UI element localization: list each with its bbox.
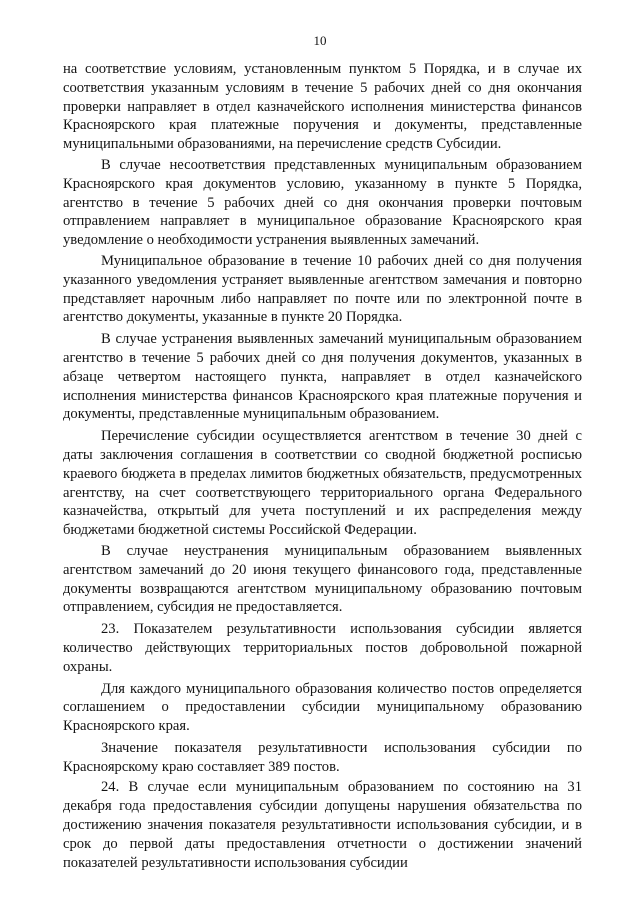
paragraph-item-23: 23. Показателем результативности использования субсидии является количество действующих территориальных постов добровольной пожарной охраны. (63, 621, 582, 675)
paragraph-continuation: на соответствие условиям, установленным пунктом 5 Порядка, и в случае их соответствия указанным условиям в течение 5 рабочих дней со дня окончания проверки направляет в отдел казначейского исполнения министерства финансов Красноярского края платежные поручения и документы, представленные муниципальными образованиями, на перечисление средств Субсидии. (63, 61, 582, 153)
paragraph-indicator-value: Значение показателя результативности использования субсидии по Красноярскому краю составляет 389 постов. (63, 739, 582, 775)
paragraph-resubmission: В случае устранения выявленных замечаний муниципальным образованием агентство в течение 5 рабочих дней со дня получения документов, указанных в абзаце четвертом настоящего пункта, направляет в отдел казначейского исполнения министерства финансов Красноярского края платежные поручения и документы, представленные муниципальным образованием. (63, 331, 582, 423)
document-body (63, 60, 582, 872)
paragraph-nonconformity: В случае несоответствия представленных муниципальным образованием Красноярского края документов условию, указанному в пункте 5 Порядка, агентство в течение 5 рабочих дней со дня окончания проверки почтовым отправлением направляет в муниципальное образование Красноярского края уведомление о необходимости устранения выявленных замечаний. (63, 156, 582, 249)
paragraph-non-remediation: В случае неустранения муниципальным образованием выявленных агентством замечаний до 20 июня текущего финансового года, представленные документы возвращаются агентством муниципальному образованию почтовым отправлением, субсидия не предоставляется. (63, 542, 582, 616)
paragraph-posts-count: Для каждого муниципального образования количество постов определяется соглашением о предоставлении субсидии муниципальному образованию Красноярского края. (63, 680, 582, 735)
page-number: 10 (313, 33, 327, 48)
paragraph-remediation: Муниципальное образование в течение 10 рабочих дней со дня получения указанного уведомления устраняет выявленные агентством замечания и повторно представляет нарочным либо направляет по почте или по электронной почте в агентство документы, указанные в пункте 20 Порядка. (63, 252, 582, 326)
paragraph-transfer: Перечисление субсидии осуществляется агентством в течение 30 дней с даты заключения соглашения в соответствии со сводной бюджетной росписью краевого бюджета в пределах лимитов бюджетных обязательств, предусмотренных агентству, на счет соответствующего территориального органа Федерального казначейства, открытый для учета поступлений и их распределения между бюджетами бюджетной системы Российской Федерации. (63, 428, 582, 539)
paragraph-item-24: 24. В случае если муниципальным образованием по состоянию на 31 декабря года предоставления субсидии допущены нарушения обязательства по достижению значения показателя результативности использования субсидии, и в срок до первой даты предоставления отчетности о достижении значений показателей результативности использования субсидии (63, 779, 582, 871)
